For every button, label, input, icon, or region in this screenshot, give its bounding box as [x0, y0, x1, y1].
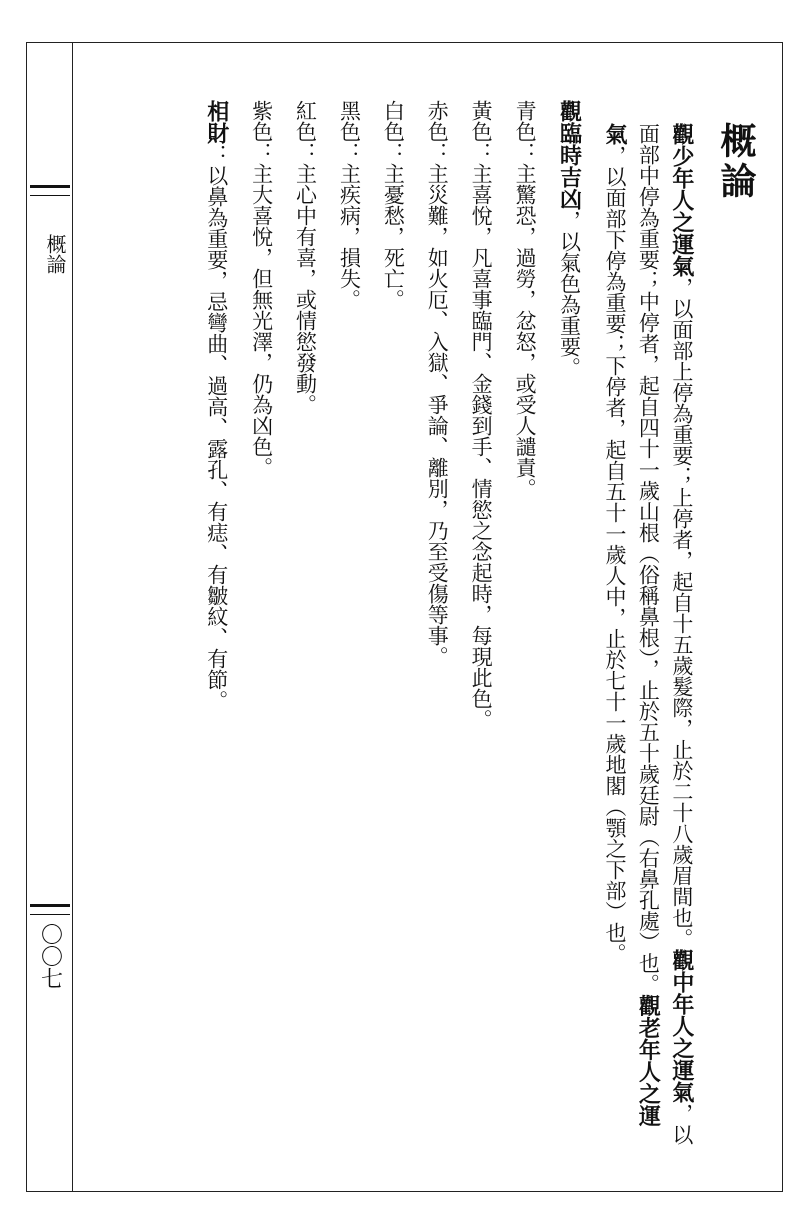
page-title: 概論 — [715, 122, 757, 202]
heading-wealth: 相財 — [203, 100, 230, 144]
main-text — [187, 100, 757, 1160]
heading-middle: 觀中年人之運氣 — [668, 949, 695, 1104]
color-item-crimson: 紅色：主心中有喜，或情慾發動。 — [293, 100, 318, 415]
paragraph-wealth — [199, 100, 232, 1160]
paragraph-fortune — [598, 100, 698, 1160]
text-old: ，以面部下停為重要；下停者，起自五十一歲人中，止於七十一歲地閣（顎之下部）也。 — [602, 145, 627, 965]
margin-rule — [72, 42, 73, 1192]
text-middle: ，以面部中停為重要；中停者，起自四十一歲山根（俗稱鼻根），止於五十歲廷尉（右鼻孔處）也。 — [636, 123, 694, 1146]
side-tab-section — [30, 185, 70, 305]
color-item-purple: 紫色：主大喜悅，但無光澤，仍為凶色。 — [249, 100, 274, 478]
color-item-red: 赤色：主災難，如火厄、入獄、爭論、離別，乃至受傷等事。 — [425, 100, 450, 667]
paragraph-complexion — [552, 100, 585, 1160]
text-wealth: ：以鼻為重要，忌彎曲、過高、露孔、有痣、有皺紋、有節。 — [204, 144, 229, 711]
text-youth: ，以面部上停為重要；上停者，起自十五歲髮際，止於二十八歲眉間也。 — [669, 277, 694, 950]
page-number: 〇〇七 — [37, 923, 63, 989]
color-item-white: 白色：主憂愁，死亡。 — [381, 100, 406, 310]
color-item-yellow: 黃色：主喜悅，凡喜事臨門、金錢到手、情慾之念起時，每現此色。 — [469, 100, 494, 730]
color-item-cyan: 青色：主驚恐，過勞，忿怒，或受人譴責。 — [513, 100, 538, 499]
side-tab-label: 概論 — [43, 233, 67, 274]
heading-old: 觀老年人之運氣 — [601, 123, 662, 1127]
color-item-black: 黑色：主疾病，損失。 — [337, 100, 362, 310]
side-tab-page — [30, 904, 70, 1054]
heading-youth: 觀少年人之運氣 — [668, 123, 695, 278]
text-complexion: ，以氣色為重要。 — [557, 210, 582, 378]
heading-complexion: 觀臨時吉凶 — [556, 100, 583, 210]
